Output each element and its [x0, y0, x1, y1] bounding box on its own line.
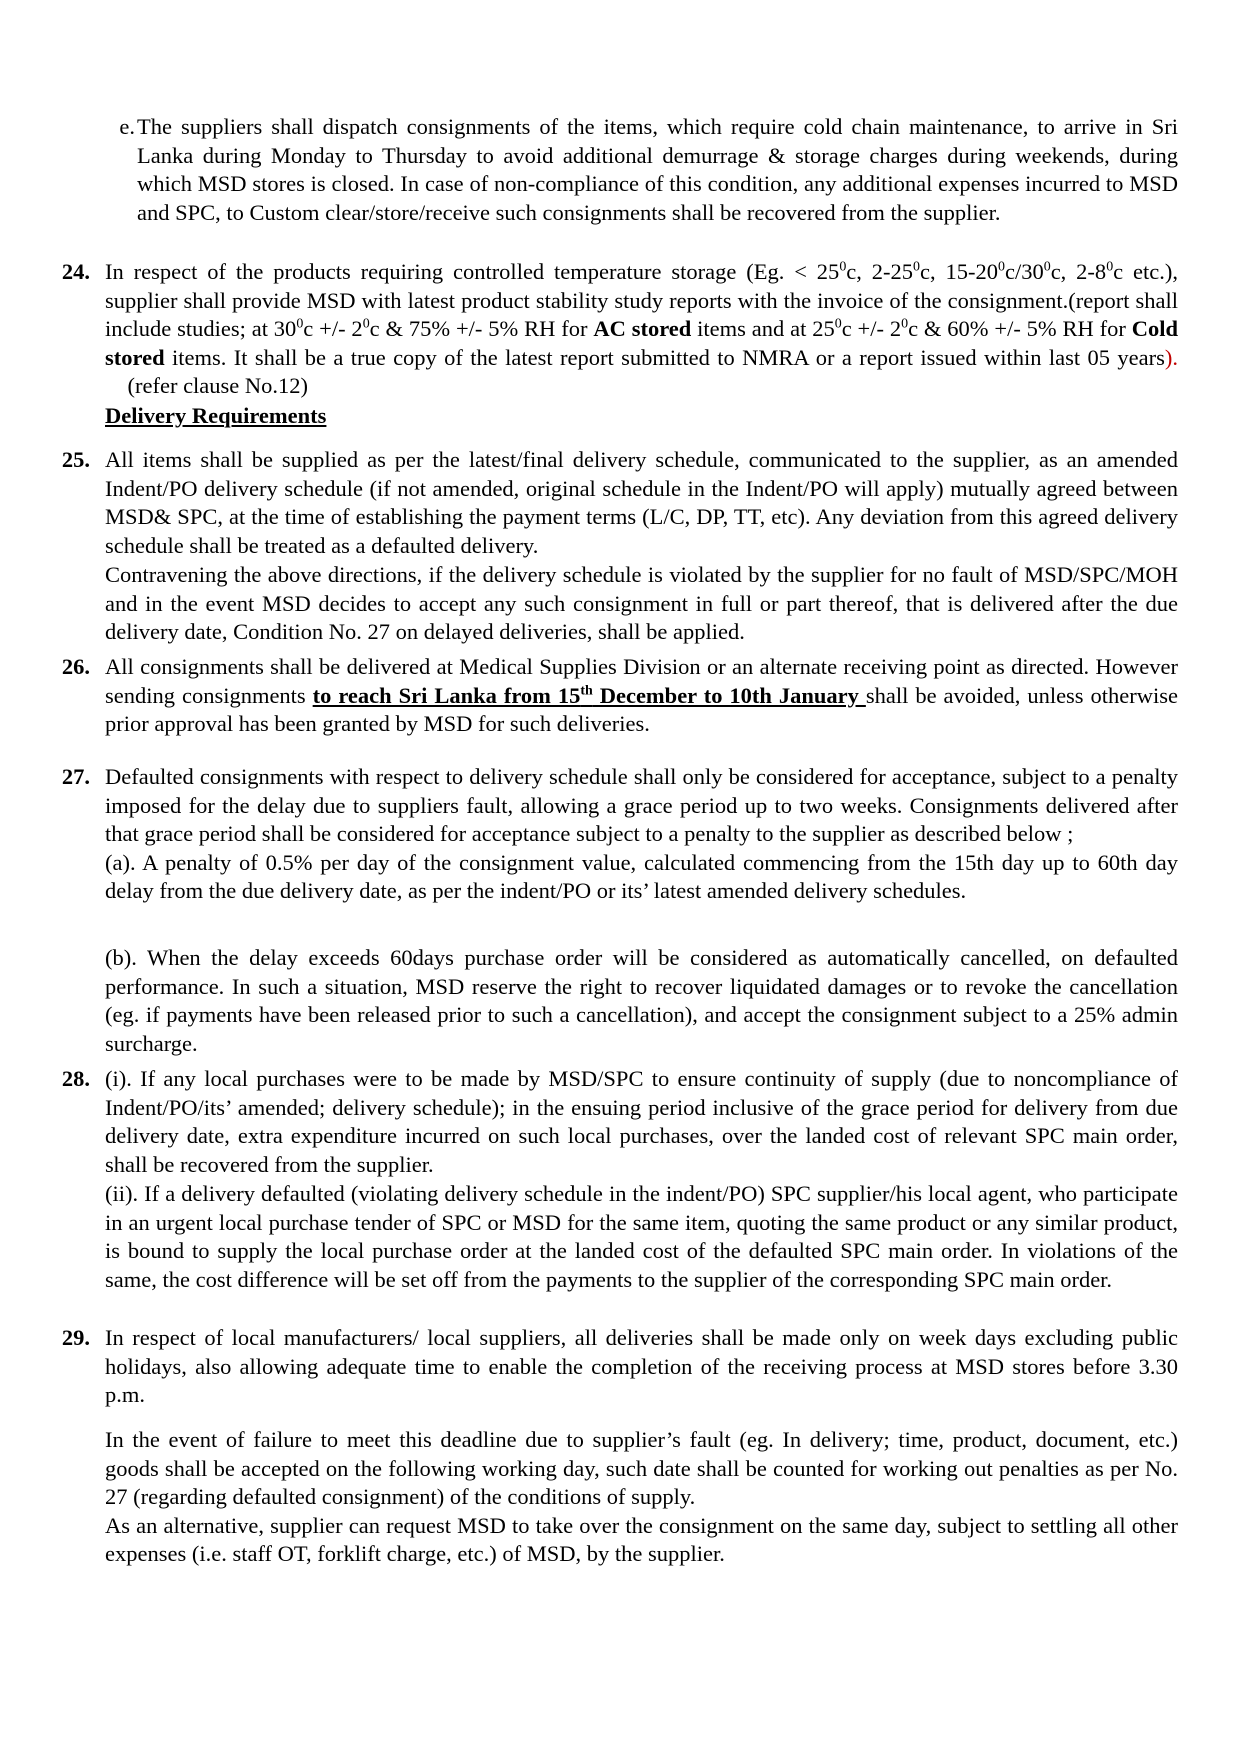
clause-25-text: [105, 446, 1178, 560]
clause-27-text: [105, 763, 1178, 906]
clause-27-text-b: [105, 944, 1178, 1058]
section-heading: [105, 402, 1178, 431]
clause-27-paragraph-1: Defaulted consignments with respect to delivery schedule shall only be considered for acceptance, subject to a penalty imposed for the delay due to suppliers fault, allowing a grace period up to two weeks. Consignments delivered after that grace period shall be considered for acceptance subject to a penalty to the supplier as described below ;: [105, 764, 1178, 847]
clause-27-paragraph-b: (b). When the delay exceeds 60days purchase order will be considered as automatically cancelled, on defaulted performance. In such a situation, MSD reserve the right to recover liquidated damages or to revoke the cancellation (eg. if payments have been released prior to such a cancellation), and accept the consignment subject to a 25% admin surcharge.: [105, 945, 1178, 1056]
clause-26-text: [105, 653, 1178, 739]
clause-28-paragraph-ii: (ii). If a delivery defaulted (violating delivery schedule in the indent/PO) SPC supplier/his local agent, who participate in an urgent local purchase tender of SPC or MSD for the same item, quoting the same product or any similar product, is bound to supply the local purchase order at the landed cost of the defaulted SPC main order. In violations of the same, the cost difference will be set off from the payments to the supplier of the corresponding SPC main order.: [105, 1181, 1178, 1292]
red-punctuation: ).: [1164, 344, 1178, 370]
clause-e-paragraph: The suppliers shall dispatch consignments of the items, which require cold chain maintenance, to arrive in Sri Lanka during Monday to Thursday to avoid additional demurrage & storage charges during weekends, during which MSD stores is closed. In case of non-compliance of this condition, any additional expenses incurred to MSD and SPC, to Custom clear/store/receive such consignments shall be recovered from the supplier.: [137, 114, 1178, 225]
clause-26-number: 26.: [61, 654, 90, 679]
clause-e-label: e.: [119, 114, 135, 139]
delivery-requirements-heading: Delivery Requirements: [105, 403, 327, 428]
clause-28-number: 28.: [61, 1066, 90, 1091]
clause-29-number: 29.: [61, 1325, 90, 1350]
holiday-period-underlined: to reach Sri Lanka from 15th December to 10th January: [312, 682, 866, 708]
clause-25-number: 25.: [61, 447, 90, 472]
cold-stored-bold: Cold stored: [105, 316, 1179, 370]
clause-27-number: 27.: [61, 764, 90, 789]
clause-29-paragraph-1: In respect of local manufacturers/ local suppliers, all deliveries shall be made only on week days excluding public holidays, also allowing adequate time to enable the completion of the receiving process at MSD stores before 3.30 p.m.: [105, 1325, 1178, 1408]
clause-28-text-ii: [105, 1180, 1178, 1294]
ac-stored-bold: AC stored: [593, 316, 692, 342]
clause-e-text: [137, 113, 1178, 227]
clause-24-number: 24.: [61, 259, 90, 284]
clause-25-paragraph-2: Contravening the above directions, if the delivery schedule is violated by the supplier for no fault of MSD/SPC/MOH and in the event MSD decides to accept any such consignment in full or part thereof, that is delivered after the due delivery date, Condition No. 27 on delayed deliveries, shall be applied.: [105, 562, 1178, 645]
clause-29-paragraph-3: As an alternative, supplier can request MSD to take over the consignment on the same day, subject to settling all other expenses (i.e. staff OT, forklift charge, etc.) of MSD, by the supplier.: [105, 1512, 1178, 1567]
clause-29-text-2: [105, 1426, 1178, 1569]
clause-24-paragraph: In respect of the products requiring controlled temperature storage (Eg. < $25^0c$, $2-25^0c$, $15-20^0c/30^0c$, $2-8^0c$ etc.), supplier shall provide MSD with latest product stability study reports with the invoice of the consignment.(report shall include studies; at $30^0c$ +/- $2^0c$ & 75% +/- 5% RH for AC stored items and at $25^0c$ +/- $2^0c$ & 60% +/- 5% RH for Cold stored items. It shall be a true copy of the latest report submitted to NMRA or a report issued within last 05 years). (refer clause No.12): [105, 259, 1179, 399]
clause-29-paragraph-2: In the event of failure to meet this deadline due to supplier’s fault (eg. In delivery; time, product, document, etc.) goods shall be accepted on the following working day, such date shall be counted for working out penalties as per No. 27 (regarding defaulted consignment) of the conditions of supply.: [105, 1427, 1178, 1510]
clause-27-paragraph-a: (a). A penalty of 0.5% per day of the consignment value, calculated commencing from the 15th day up to 60th day delay from the due delivery date, as per the indent/PO or its’ latest amended delivery schedules.: [105, 849, 1178, 904]
clause-26-paragraph: All consignments shall be delivered at Medical Supplies Division or an alternate receiving point as directed. However sending consignments to reach Sri Lanka from 15th December to 10th January shall be avoided, unless otherwise prior approval has been granted by MSD for such deliveries.: [105, 654, 1178, 737]
clause-29-text: [105, 1324, 1178, 1410]
clause-28-text: [105, 1065, 1178, 1179]
clause-25-paragraph-1: All items shall be supplied as per the latest/final delivery schedule, communicated to the supplier, as an amended Indent/PO delivery schedule (if not amended, original schedule in the Indent/PO will apply) mutually agreed between MSD& SPC, at the time of establishing the payment terms (L/C, DP, TT, etc). Any deviation from this agreed delivery schedule shall be treated as a defaulted delivery.: [105, 447, 1178, 558]
clause-24-text: [105, 258, 1178, 401]
clause-25-text-2: [105, 561, 1178, 647]
clause-28-paragraph-i: (i). If any local purchases were to be made by MSD/SPC to ensure continuity of supply (due to noncompliance of Indent/PO/its’ amended; delivery schedule); in the ensuing period inclusive of the grace period for delivery from due delivery date, extra expenditure incurred on such local purchases, over the landed cost of relevant SPC main order, shall be recovered from the supplier.: [105, 1066, 1178, 1177]
